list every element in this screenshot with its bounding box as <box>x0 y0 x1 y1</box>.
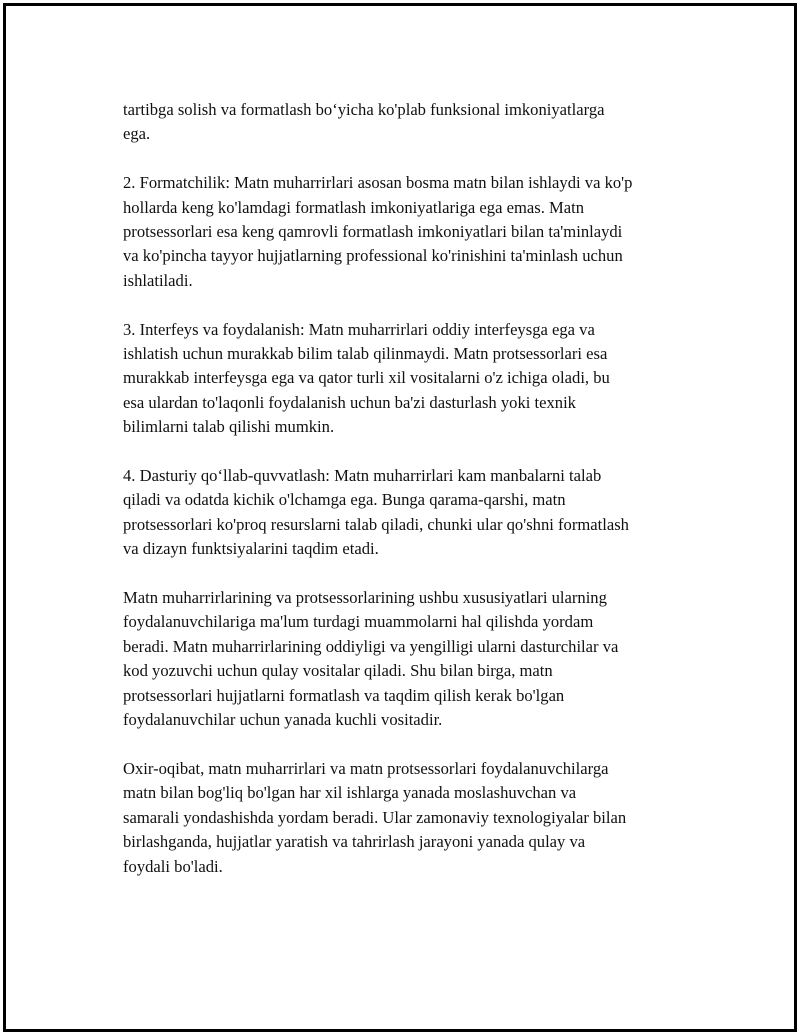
document-body <box>123 98 703 903</box>
page-frame <box>3 3 797 1032</box>
paragraph-software-support: 4. Dasturiy qoʻllab-quvvatlash: Matn muharrirlari kam manbalarni talab qiladi va odatda kichik o'lchamga ega. Bunga qarama-qarshi, matn protsessorlari ko'proq resurslarni talab qiladi, chunki ular qo'shni formatlash va dizayn funktsiyalarini taqdim etadi. <box>123 466 629 559</box>
paragraph-continuation: tartibga solish va formatlash boʻyicha ko'plab funksional imkoniyatlarga ega. <box>123 100 605 144</box>
paragraph-interface: 3. Interfeys va foydalanish: Matn muharrirlari oddiy interfeysga ega va ishlatish uchun murakkab bilim talab qilinmaydi. Matn protsessorlari esa murakkab interfeysga ega va qator turli xil vositalarni o'z ichiga oladi, bu esa ulardan to'laqonli foydalanish uchun ba'zi dasturlash yoki texnik bilimlarni talab qilishi mumkin. <box>123 319 610 437</box>
paragraph-features-summary: Matn muharrirlarining va protsessorlarining ushbu xususiyatlari ularning foydalanuvchilariga ma'lum turdagi muammolarni hal qilishda yordam beradi. Matn muharrirlarining oddiyligi va yengilligi ularni dasturchilar va kod yozuvchi uchun qulay vositalar qiladi. Shu bilan birga, matn protsessorlari hujjatlarni formatlash va taqdim qilish kerak bo'lgan foydalanuvchilar uchun yanada kuchli vositadir. <box>123 588 619 730</box>
paragraph-formatting: 2. Formatchilik: Matn muharrirlari asosan bosma matn bilan ishlaydi va ko'p hollarda keng ko'lamdagi formatlash imkoniyatlariga ega emas. Matn protsessorlari esa keng qamrovli formatlash imkoniyatlari bilan ta'minlaydi va ko'pincha tayyor hujjatlarning professional ko'rinishini ta'minlash uchun ishlatiladi. <box>123 173 633 290</box>
paragraph-conclusion: Oxir-oqibat, matn muharrirlari va matn protsessorlari foydalanuvchilarga matn bilan bog'liq bo'lgan har xil ishlarga yanada moslashuvchan va samarali yondashishda yordam beradi. Ular zamonaviy texnologiyalar bilan birlashganda, hujjatlar yaratish va tahrirlash jarayoni yanada qulay va foydali bo'ladi. <box>123 758 627 876</box>
